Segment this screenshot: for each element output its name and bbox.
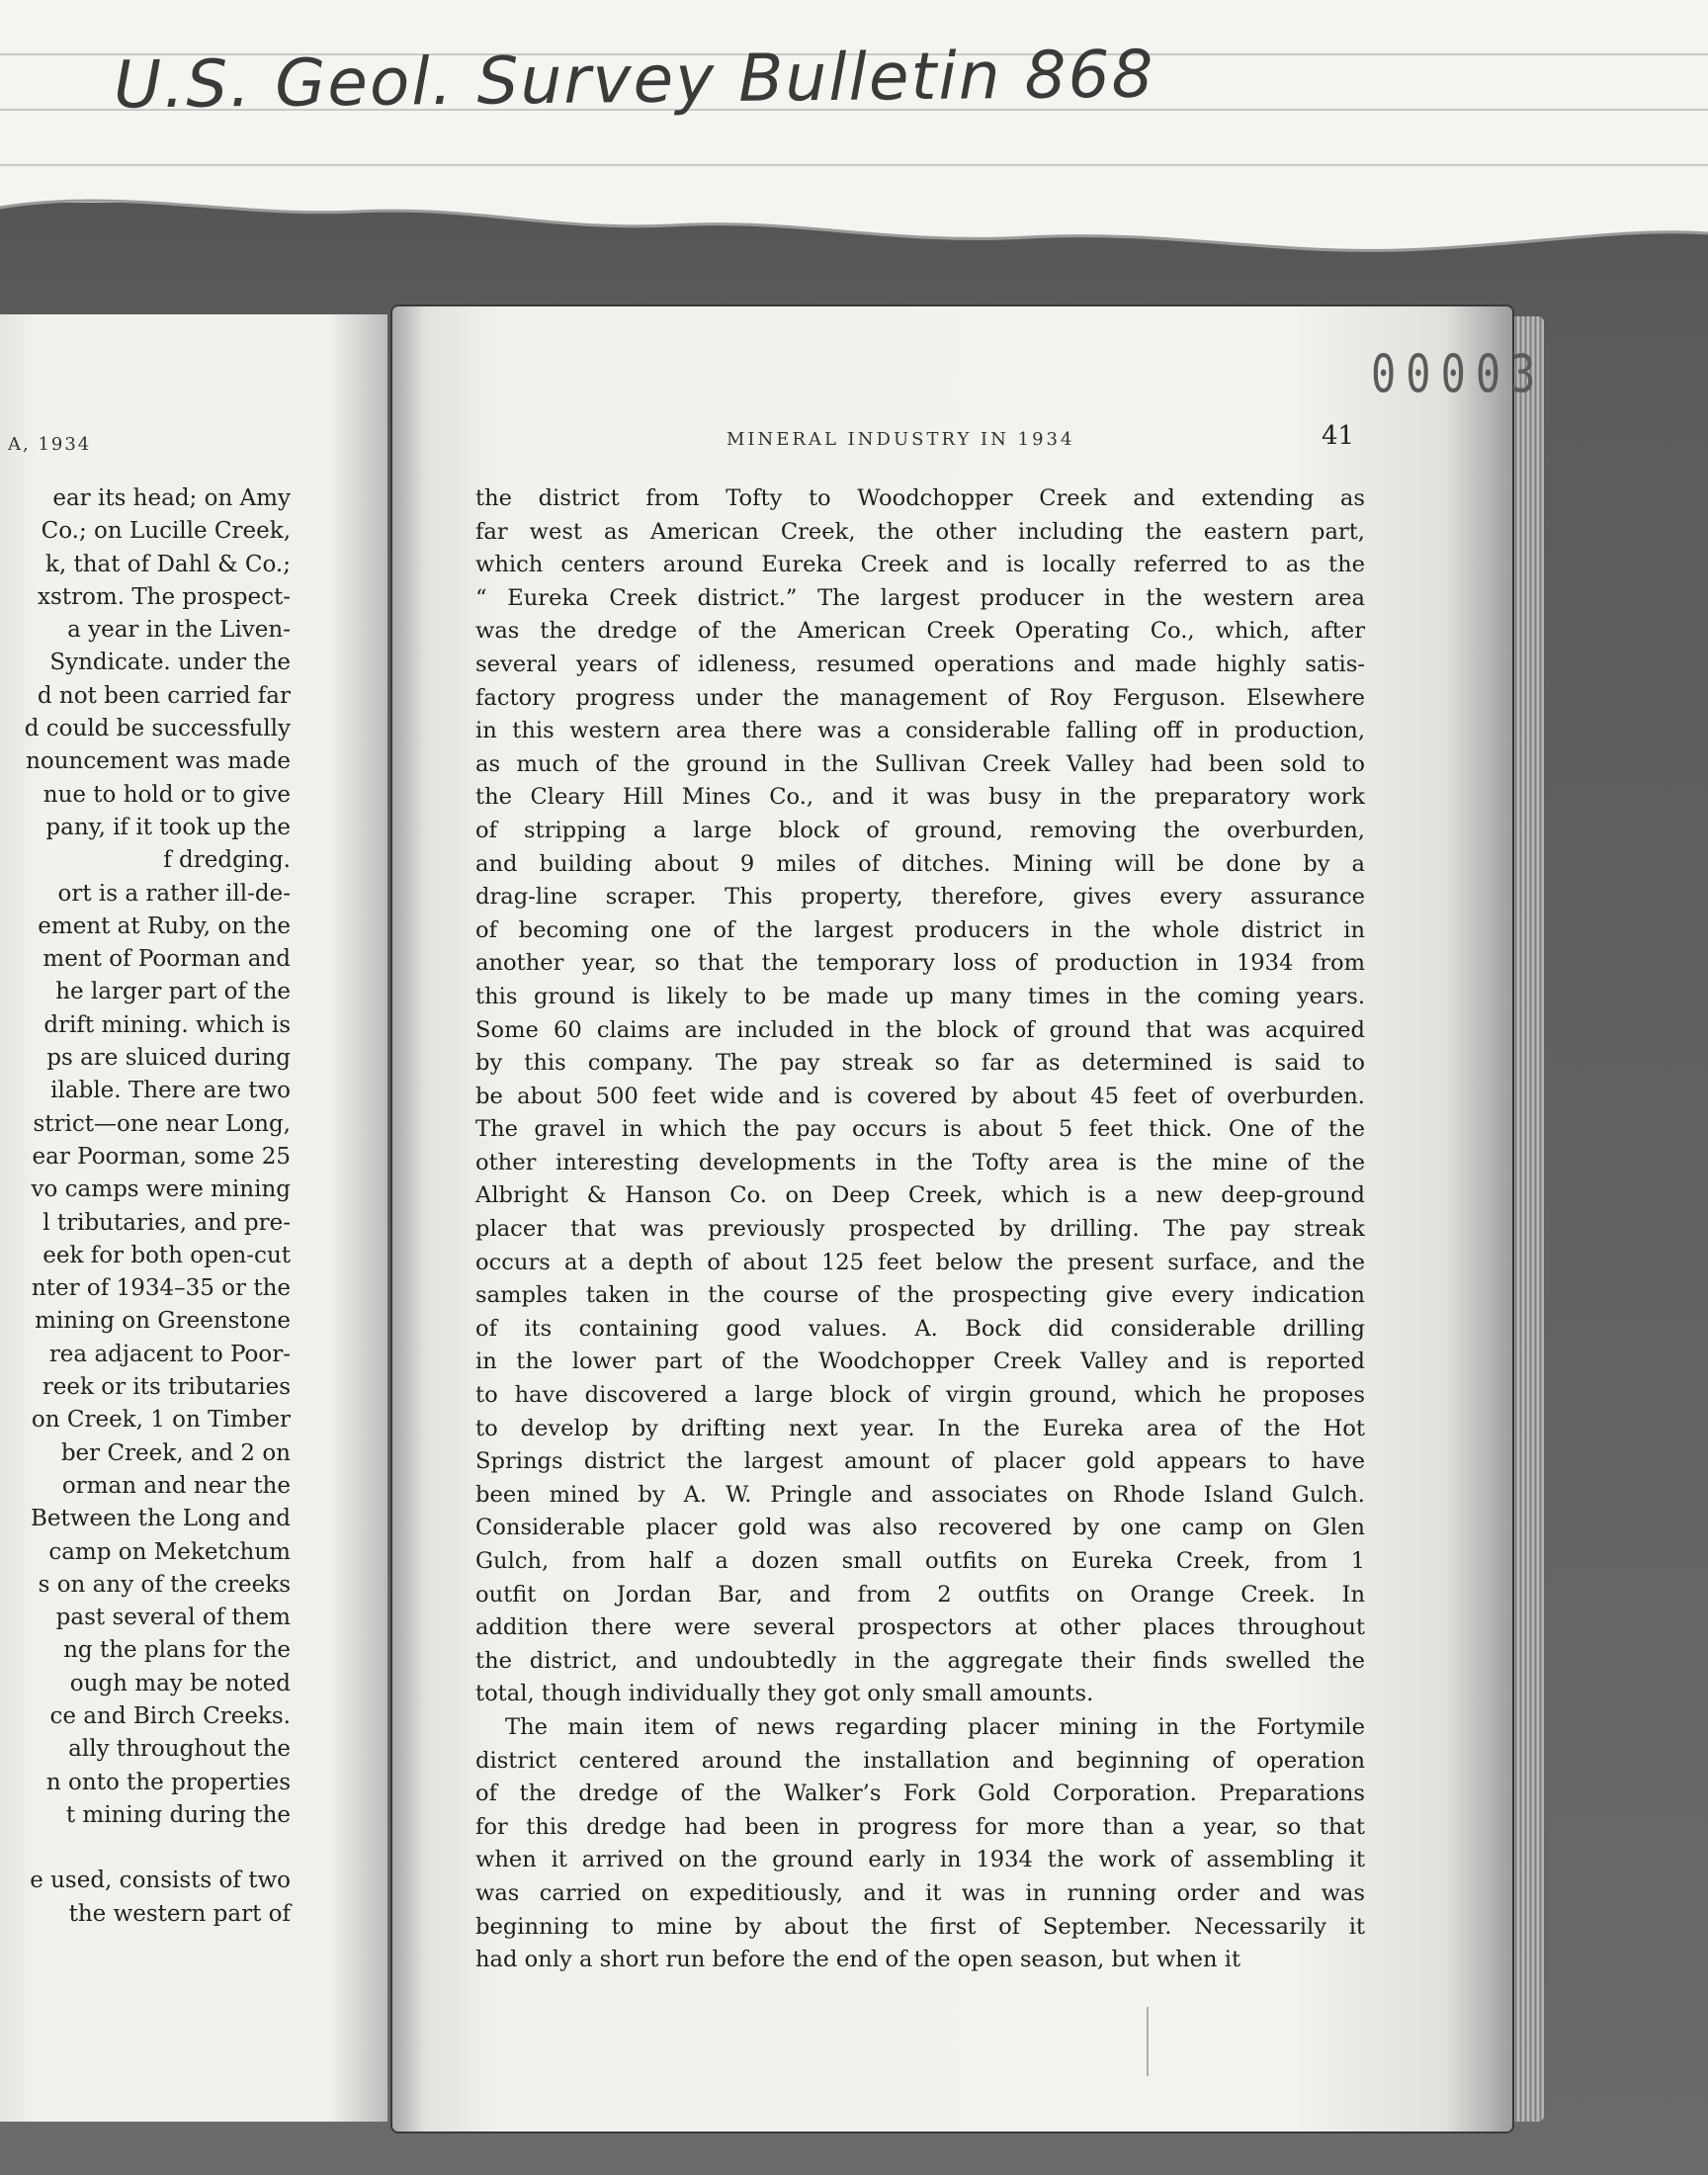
- left-text-line: nue to hold or to give: [43, 781, 291, 808]
- text-line: far west as American Creek, the other including the eastern part,: [475, 518, 1365, 545]
- right-page: [392, 306, 1546, 2132]
- left-text-line: ment of Poorman and: [43, 946, 291, 973]
- text-line: Some 60 claims are included in the block of ground that was acquired: [475, 1016, 1365, 1043]
- text-line: beginning to mine by about the first of September. Necessarily it: [475, 1913, 1365, 1940]
- left-text-line: l tributaries, and pre-: [43, 1209, 291, 1236]
- left-text-line: ear its head; on Amy: [52, 485, 291, 511]
- text-line: Considerable placer gold was also recovered by one camp on Glen: [475, 1515, 1365, 1541]
- text-line: The gravel in which the pay occurs is about 5 feet thick. One of the: [475, 1116, 1365, 1143]
- left-text-line: ear Poorman, some 25: [32, 1143, 291, 1170]
- left-text-line: camp on Meketchum: [48, 1538, 291, 1565]
- text-line: the district from Tofty to Woodchopper Creek and extending as: [475, 485, 1365, 511]
- text-line: drag-line scraper. This property, therefore, gives every assurance: [475, 884, 1365, 911]
- text-line: other interesting developments in the Tofty area is the mine of the: [475, 1149, 1365, 1175]
- left-text-line: Co.; on Lucille Creek,: [41, 518, 291, 545]
- left-text-line: ce and Birch Creeks.: [49, 1702, 291, 1729]
- left-text-line: ement at Ruby, on the: [38, 913, 291, 939]
- running-head: MINERAL INDUSTRY IN 1934: [726, 429, 1075, 450]
- text-line: placer that was previously prospected by drilling. The pay streak: [475, 1216, 1365, 1243]
- text-line: Albright & Hanson Co. on Deep Creek, which is a new deep-ground: [475, 1182, 1365, 1209]
- handwritten-title: U.S. Geol. Survey Bulletin 868: [113, 36, 1155, 124]
- text-line: as much of the ground in the Sullivan Creek Valley had been sold to: [475, 750, 1365, 777]
- text-line: total, though individually they got only small amounts.: [475, 1681, 1094, 1707]
- text-line: outfit on Jordan Bar, and from 2 outfits on Orange Creek. In: [475, 1581, 1365, 1608]
- left-text-line: f dredging.: [163, 847, 291, 874]
- body-text: [475, 482, 1365, 1977]
- left-text-line: n onto the properties: [45, 1769, 291, 1795]
- text-line: district centered around the installation and beginning of operation: [475, 1747, 1365, 1774]
- left-text-line: eek for both open-cut: [43, 1242, 291, 1268]
- left-text-line: strict—one near Long,: [33, 1110, 291, 1137]
- left-text-line: mining on Greenstone: [35, 1308, 291, 1335]
- text-line: be about 500 feet wide and is covered by about 45 feet of overburden.: [475, 1083, 1365, 1109]
- text-line: in the lower part of the Woodchopper Creek Valley and is reported: [475, 1348, 1365, 1375]
- text-line: for this dredge had been in progress for more than a year, so that: [475, 1813, 1365, 1840]
- text-line: this ground is likely to be made up many times in the coming years.: [475, 983, 1365, 1009]
- left-text-line: he larger part of the: [55, 979, 291, 1005]
- text-line: occurs at a depth of about 125 feet below the present surface, and the: [475, 1249, 1365, 1275]
- left-text-line: a year in the Liven-: [67, 617, 291, 644]
- left-text-line: d could be successfully: [24, 716, 291, 742]
- text-line: several years of idleness, resumed operations and made highly satis-: [475, 651, 1365, 677]
- left-text-line: nter of 1934–35 or the: [31, 1275, 291, 1302]
- left-text-line: ally throughout the: [68, 1736, 291, 1763]
- left-text-line: nouncement was made: [26, 748, 291, 775]
- left-text-line: on Creek, 1 on Timber: [31, 1407, 291, 1434]
- left-text-line: orman and near the: [61, 1472, 291, 1499]
- text-line: the Cleary Hill Mines Co., and it was busy in the preparatory work: [475, 784, 1365, 811]
- left-text-line: rea adjacent to Poor-: [48, 1341, 291, 1367]
- text-line: samples taken in the course of the prospecting give every indication: [475, 1282, 1365, 1309]
- document-stamp-number: 00003: [1371, 343, 1546, 405]
- text-line: the district, and undoubtedly in the aggregate their finds swelled the: [475, 1647, 1365, 1674]
- left-text-line: ng the plans for the: [63, 1637, 291, 1664]
- left-text-line: e used, consists of two: [30, 1868, 291, 1894]
- text-line: Gulch, from half a dozen small outfits on Eureka Creek, from 1: [475, 1548, 1365, 1574]
- left-text-line: d not been carried far: [37, 682, 291, 709]
- left-text-line: [25, 1832, 291, 1865]
- left-running-head: A, 1934: [8, 434, 92, 455]
- left-text-line: t mining during the: [65, 1801, 291, 1828]
- left-text-line: the western part of: [68, 1900, 291, 1927]
- left-text-line: past several of them: [55, 1605, 291, 1631]
- text-line: was carried on expeditiously, and it was in running order and was: [475, 1879, 1365, 1906]
- left-page-text: [25, 482, 291, 1931]
- left-text-line: vo camps were mining: [31, 1176, 291, 1203]
- left-text-line: ps are sluiced during: [46, 1045, 291, 1072]
- text-line: of becoming one of the largest producers in the whole district in: [475, 916, 1365, 943]
- text-line: “ Eureka Creek district.” The largest producer in the western area: [475, 584, 1365, 611]
- text-line: to have discovered a large block of virgin ground, which he proposes: [475, 1382, 1365, 1409]
- left-text-line: Syndicate. under the: [49, 650, 291, 676]
- text-line: of stripping a large block of ground, removing the overburden,: [475, 817, 1365, 843]
- left-text-line: ough may be noted: [69, 1670, 291, 1696]
- text-line: in this western area there was a considerable falling off in production,: [475, 718, 1365, 744]
- text-line: had only a short run before the end of the open season, but when it: [475, 1947, 1241, 1973]
- left-text-line: Between the Long and: [31, 1506, 291, 1532]
- text-line: of the dredge of the Walker’s Fork Gold Corporation. Preparations: [475, 1781, 1365, 1807]
- left-text-line: ort is a rather ill-de-: [57, 880, 291, 907]
- crease-mark: [1147, 2007, 1149, 2076]
- torn-paper-edge: [0, 188, 1708, 326]
- left-text-line: ilable. There are two: [50, 1078, 291, 1104]
- left-text-line: k, that of Dahl & Co.;: [44, 551, 291, 577]
- text-line: addition there were several prospectors at other places throughout: [475, 1614, 1365, 1641]
- text-line: which centers around Eureka Creek and is locally referred to as the: [475, 552, 1365, 578]
- text-line: when it arrived on the ground early in 1934 the work of assembling it: [475, 1847, 1365, 1873]
- text-line: to develop by drifting next year. In the Eureka area of the Hot: [475, 1415, 1365, 1441]
- text-line: been mined by A. W. Pringle and associates on Rhode Island Gulch.: [475, 1481, 1365, 1508]
- left-text-line: ber Creek, and 2 on: [60, 1439, 291, 1466]
- left-text-line: xstrom. The prospect-: [38, 583, 291, 610]
- text-line: was the dredge of the American Creek Operating Co., which, after: [475, 618, 1365, 645]
- text-line: and building about 9 miles of ditches. Mining will be done by a: [475, 850, 1365, 877]
- text-line: factory progress under the management of Roy Ferguson. Elsewhere: [475, 684, 1365, 711]
- left-text-line: pany, if it took up the: [45, 814, 291, 840]
- left-text-line: drift mining. which is: [43, 1011, 291, 1038]
- text-line: of its containing good values. A. Bock did considerable drilling: [475, 1315, 1365, 1342]
- text-line: Springs district the largest amount of placer gold appears to have: [475, 1448, 1365, 1475]
- text-line: by this company. The pay streak so far as determined is said to: [475, 1050, 1365, 1077]
- left-text-line: s on any of the creeks: [38, 1571, 291, 1598]
- left-text-line: reek or its tributaries: [42, 1374, 291, 1401]
- left-page: [0, 314, 387, 2122]
- text-line: The main item of news regarding placer mining in the Fortymile: [505, 1713, 1365, 1740]
- text-line: another year, so that the temporary loss of production in 1934 from: [475, 950, 1365, 977]
- page-number: 41: [1322, 421, 1355, 451]
